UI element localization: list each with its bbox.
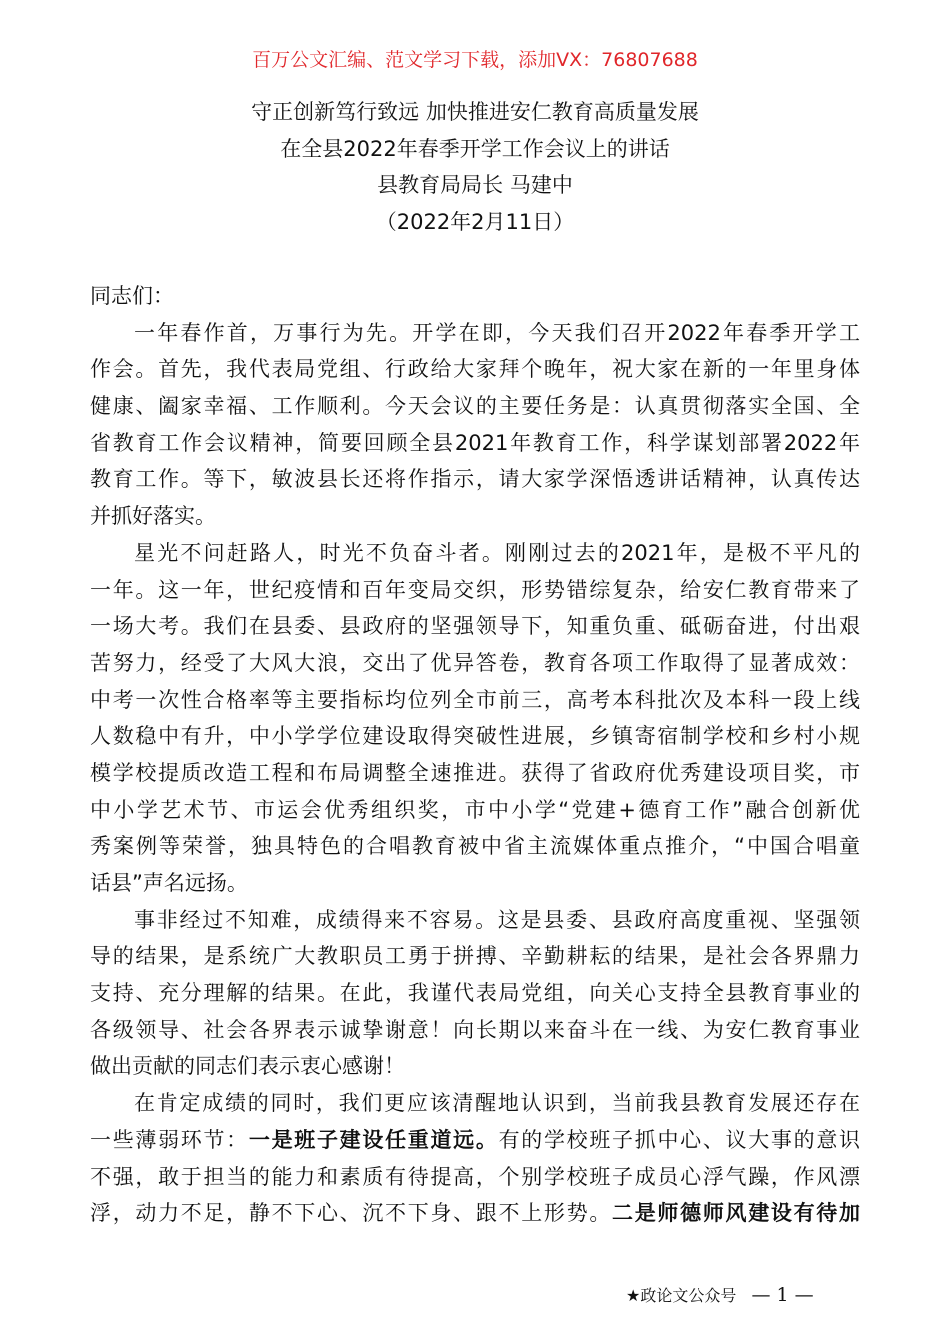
text-line <box>90 828 860 865</box>
bold-text-segment: 二是师德师风建设有待加 <box>612 1201 861 1226</box>
text-segment: 事非经过不知难，成绩得来不容易。这是县委、县政府高度重视、坚强领 <box>134 907 860 932</box>
page-number: — 1 — <box>751 1284 814 1306</box>
promo-banner: 百万公文汇编、范文学习下载，添加VX：76807688 <box>252 49 698 71</box>
page-footer <box>626 1282 814 1309</box>
text-line <box>90 461 860 498</box>
text-line <box>90 425 860 462</box>
text-line <box>90 865 860 902</box>
text-segment: 一年。这一年，世纪疫情和百年变局交织，形势错综复杂，给安仁教育带来了 <box>90 577 860 602</box>
text-line <box>90 608 860 645</box>
text-line <box>90 388 860 425</box>
text-line <box>90 902 860 939</box>
text-segment: 教育工作。等下，敏波县长还将作指示，请大家学深悟透讲话精神，认真传达 <box>90 467 860 492</box>
text-line <box>90 938 860 975</box>
speaker: 县教育局局长 马建中 <box>377 173 573 198</box>
text-segment: 中考一次性合格率等主要指标均位列全市前三，高考本科批次及本科一段上线 <box>90 687 860 712</box>
main-title: 守正创新笃行致远 加快推进安仁教育高质量发展 <box>251 100 699 124</box>
text-segment: 各级领导、社会各界表示诚挚谢意！向长期以来奋斗在一线、为安仁教育事业 <box>90 1017 860 1042</box>
text-segment: 在肯定成绩的同时，我们更应该清醒地认识到，当前我县教育发展还存在 <box>134 1091 860 1116</box>
text-segment: 做出贡献的同志们表示衷心感谢！ <box>90 1054 405 1079</box>
text-segment: 不强，敢于担当的能力和素质有待提高，个别学校班子成员心浮气躁，作风漂 <box>90 1164 860 1189</box>
text-segment: 浮，动力不足，静不下心、沉不下身、跟不上形势。 <box>90 1201 613 1226</box>
text-segment: 一些薄弱环节： <box>90 1127 249 1152</box>
text-segment: 作会。首先，我代表局党组、行政给大家拜个晚年，祝大家在新的一年里身体 <box>90 357 860 382</box>
document-body <box>90 278 860 1232</box>
text-segment: 支持、充分理解的结果。在此，我谨代表局党组，向关心支持全县教育事业的 <box>90 981 860 1006</box>
text-segment: 导的结果，是系统广大教职员工勇于拼搏、辛勤耕耘的结果，是社会各界鼎力 <box>90 944 860 969</box>
text-line <box>90 1159 860 1196</box>
text-line <box>90 572 860 609</box>
text-segment: 苦努力，经受了大风大浪，交出了优异答卷，教育各项工作取得了显著成效： <box>90 650 860 675</box>
text-segment: 一年春作首，万事行为先。开学在即，今天我们召开2022年春季开学工 <box>134 320 860 345</box>
text-line <box>90 1085 860 1122</box>
bold-text-segment: 一是班子建设任重道远。 <box>248 1127 499 1152</box>
text-line <box>90 718 860 755</box>
text-segment: 话县”声名远扬。 <box>90 871 248 895</box>
text-segment: 健康、阖家幸福、工作顺利。今天会议的主要任务是：认真贯彻落实全国、全 <box>90 394 860 419</box>
text-segment: 一场大考。我们在县委、县政府的坚强领导下，知重负重、砥砺奋进，付出艰 <box>90 614 860 639</box>
text-line <box>90 1048 860 1085</box>
text-line <box>90 755 860 792</box>
text-line <box>90 975 860 1012</box>
text-segment: 有的学校班子抓中心、议大事的意识 <box>498 1127 861 1152</box>
text-line <box>90 278 860 315</box>
text-line <box>90 682 860 719</box>
subtitle: 在全县2022年春季开学工作会议上的讲话 <box>280 136 670 161</box>
text-line <box>90 1122 860 1159</box>
text-line <box>90 1012 860 1049</box>
text-segment: 省教育工作会议精神，简要回顾全县2021年教育工作，科学谋划部署2022年 <box>90 430 860 455</box>
text-line <box>90 535 860 572</box>
text-line <box>90 645 860 682</box>
text-segment: 模学校提质改造工程和布局调整全速推进。获得了省政府优秀建设项目奖，市 <box>90 760 860 785</box>
speech-date: （2022年2月11日） <box>375 210 575 235</box>
text-line <box>90 315 860 352</box>
text-line <box>90 1195 860 1232</box>
text-segment: 秀案例等荣誉，独具特色的合唱教育被中省主流媒体重点推介，“中国合唱童 <box>90 834 860 859</box>
text-segment: 中小学艺术节、市运会优秀组织奖，市中小学“党建+德育工作”融合创新优 <box>90 797 860 822</box>
text-segment: 并抓好落实。 <box>90 504 216 529</box>
text-segment: 星光不问赶路人，时光不负奋斗者。刚刚过去的2021年，是极不平凡的 <box>134 540 860 565</box>
text-segment: 人数稳中有升，中小学学位建设取得突破性进展，乡镇寄宿制学校和乡村小规 <box>90 724 860 749</box>
text-segment: 同志们： <box>90 284 174 308</box>
text-line <box>90 351 860 388</box>
text-line <box>90 498 860 535</box>
footer-source: ★政论文公众号 <box>626 1286 737 1305</box>
title-block <box>0 94 950 241</box>
text-line <box>90 792 860 829</box>
